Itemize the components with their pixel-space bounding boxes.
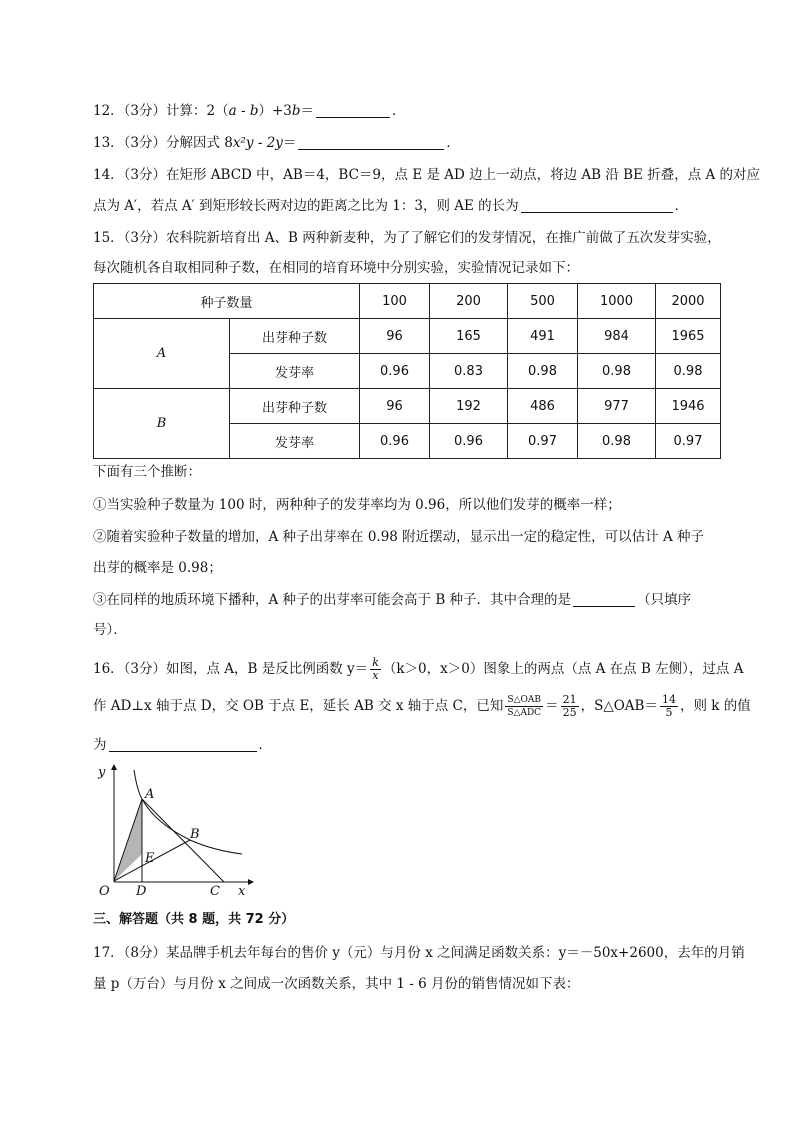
label-e: E: [145, 851, 155, 866]
inference-2-line2: 出芽的概率是 0.98；: [93, 560, 222, 576]
table-cell: 165: [430, 319, 508, 354]
group-label: A: [94, 319, 230, 389]
table-cell: 984: [578, 319, 656, 354]
question-16-line2: 作 AD⊥x 轴于点 D，交 OB 于点 E，延长 AB 交 x 轴于点 C，已知 $\frac{\text{S△OAB}}{\text{S△ADC}}$ ＝ $\frac{21}{25}$ ，S△OAB＝ $\frac{14}{5}$ ，则 k 的值: [93, 693, 751, 719]
table-cell: 1000: [578, 284, 656, 319]
table-cell: 0.98: [508, 354, 578, 389]
table-cell: 0.96: [360, 424, 430, 459]
segment-ac: [142, 799, 224, 882]
label-d: D: [136, 884, 147, 897]
answer-blank[interactable]: [573, 592, 635, 607]
table-cell: 977: [578, 389, 656, 424]
row-label: 发芽率: [230, 354, 360, 389]
question-15-line2: 每次随机各自取相同种子数，在相同的培育环境中分别实验，实验情况记录如下：: [93, 260, 579, 276]
label-c: C: [210, 884, 220, 897]
question-13: 13．（3分）分解因式 8x²y - 2y＝ ．: [93, 135, 460, 151]
label-x: x: [238, 884, 246, 897]
label-y: y: [98, 765, 106, 780]
x-axis-arrow: [248, 879, 254, 885]
label-b: B: [190, 827, 200, 842]
table-cell: 486: [508, 389, 578, 424]
table-cell: 0.97: [508, 424, 578, 459]
table-cell: 0.83: [430, 354, 508, 389]
group-label: B: [94, 389, 230, 459]
table-cell: 0.98: [578, 424, 656, 459]
table-cell: 0.96: [430, 424, 508, 459]
inference-1: ①当实验种子数量为 100 时，两种种子的发芽率均为 0.96，所以他们发芽的概率一样；: [93, 497, 621, 513]
table-cell: 192: [430, 389, 508, 424]
table-cell: 500: [508, 284, 578, 319]
fraction-area-ratio: $\frac{\text{S△OAB}}{\text{S△ADC}}$: [507, 695, 542, 718]
answer-blank[interactable]: [298, 135, 444, 150]
table-cell: 200: [430, 284, 508, 319]
question-15-line1: 15．（3分）农科院新培育出 A、B 两种新麦种，为了了解它们的发芽情况，在推广前做了五次发芽实验，: [93, 230, 721, 246]
row-label: 发芽率: [230, 424, 360, 459]
row-label: 出芽种子数: [230, 319, 360, 354]
table-cell: 1965: [656, 319, 721, 354]
table-cell: 96: [360, 389, 430, 424]
table-cell: 0.97: [656, 424, 721, 459]
answer-blank[interactable]: [109, 737, 257, 752]
seed-table: [93, 283, 721, 459]
fraction-k-over-x: $\frac{k}{x}$: [372, 656, 379, 682]
label-o: O: [99, 884, 110, 897]
row-label: 出芽种子数: [230, 389, 360, 424]
question-14-line2: 点为 A′，若点 A′ 到矩形较长两对边的距离之比为 1：3，则 AE 的长为 ．: [93, 198, 689, 214]
question-16-line3: 为 ．: [93, 737, 272, 753]
table-cell: 0.96: [360, 354, 430, 389]
question-14-line1: 14．（3分）在矩形 ABCD 中，AB＝4，BC＝9，点 E 是 AD 边上一动点，将边 AB 沿 BE 折叠，点 A 的对应: [93, 167, 761, 183]
table-cell: 2000: [656, 284, 721, 319]
inference-3-line1: ③在同样的地质环境下播种，A 种子的出芽率可能会高于 B 种子．其中合理的是 （只填序: [93, 592, 692, 608]
table-header-cell: 种子数量: [94, 284, 360, 319]
fraction-21-25: $\frac{21}{25}$: [562, 693, 577, 719]
table-row: [94, 389, 721, 424]
question-17-line1: 17．（8分）某品牌手机去年每台的售价 y（元）与月份 x 之间满足函数关系：y＝－50x+2600，去年的月销: [93, 945, 745, 961]
geometry-figure: [88, 762, 258, 897]
answer-blank[interactable]: [316, 103, 390, 118]
question-12: 12．（3分）计算：2（a - b）+3b＝ ．: [93, 103, 406, 119]
question-17-line2: 量 p（万台）与月份 x 之间成一次函数关系，其中 1 - 6 月份的销售情况如下表：: [93, 976, 580, 992]
table-cell: 96: [360, 319, 430, 354]
inference-3-line2: 号）．: [93, 622, 127, 638]
table-row: [94, 319, 721, 354]
label-a: A: [145, 787, 155, 802]
y-axis-arrow: [111, 764, 117, 770]
question-16-line1: 16．（3分）如图，点 A，B 是反比例函数 y＝ $\frac{k}{x}$ （k＞0，x＞0）图象上的两点（点 A 在点 B 左侧），过点 A: [93, 656, 744, 682]
inference-intro: 下面有三个推断：: [93, 464, 201, 480]
section-heading: 三、解答题（共 8 题，共 72 分）: [93, 912, 295, 927]
table-row: [94, 284, 721, 319]
table-cell: 100: [360, 284, 430, 319]
table-cell: 0.98: [578, 354, 656, 389]
answer-blank[interactable]: [521, 198, 673, 213]
inference-2-line1: ②随着实验种子数量的增加，A 种子出芽率在 0.98 附近摆动，显示出一定的稳定性，可以估计 A 种子: [93, 529, 705, 545]
table-cell: 1946: [656, 389, 721, 424]
fraction-14-5: $\frac{14}{5}$: [661, 693, 676, 719]
table-cell: 0.98: [656, 354, 721, 389]
table-cell: 491: [508, 319, 578, 354]
